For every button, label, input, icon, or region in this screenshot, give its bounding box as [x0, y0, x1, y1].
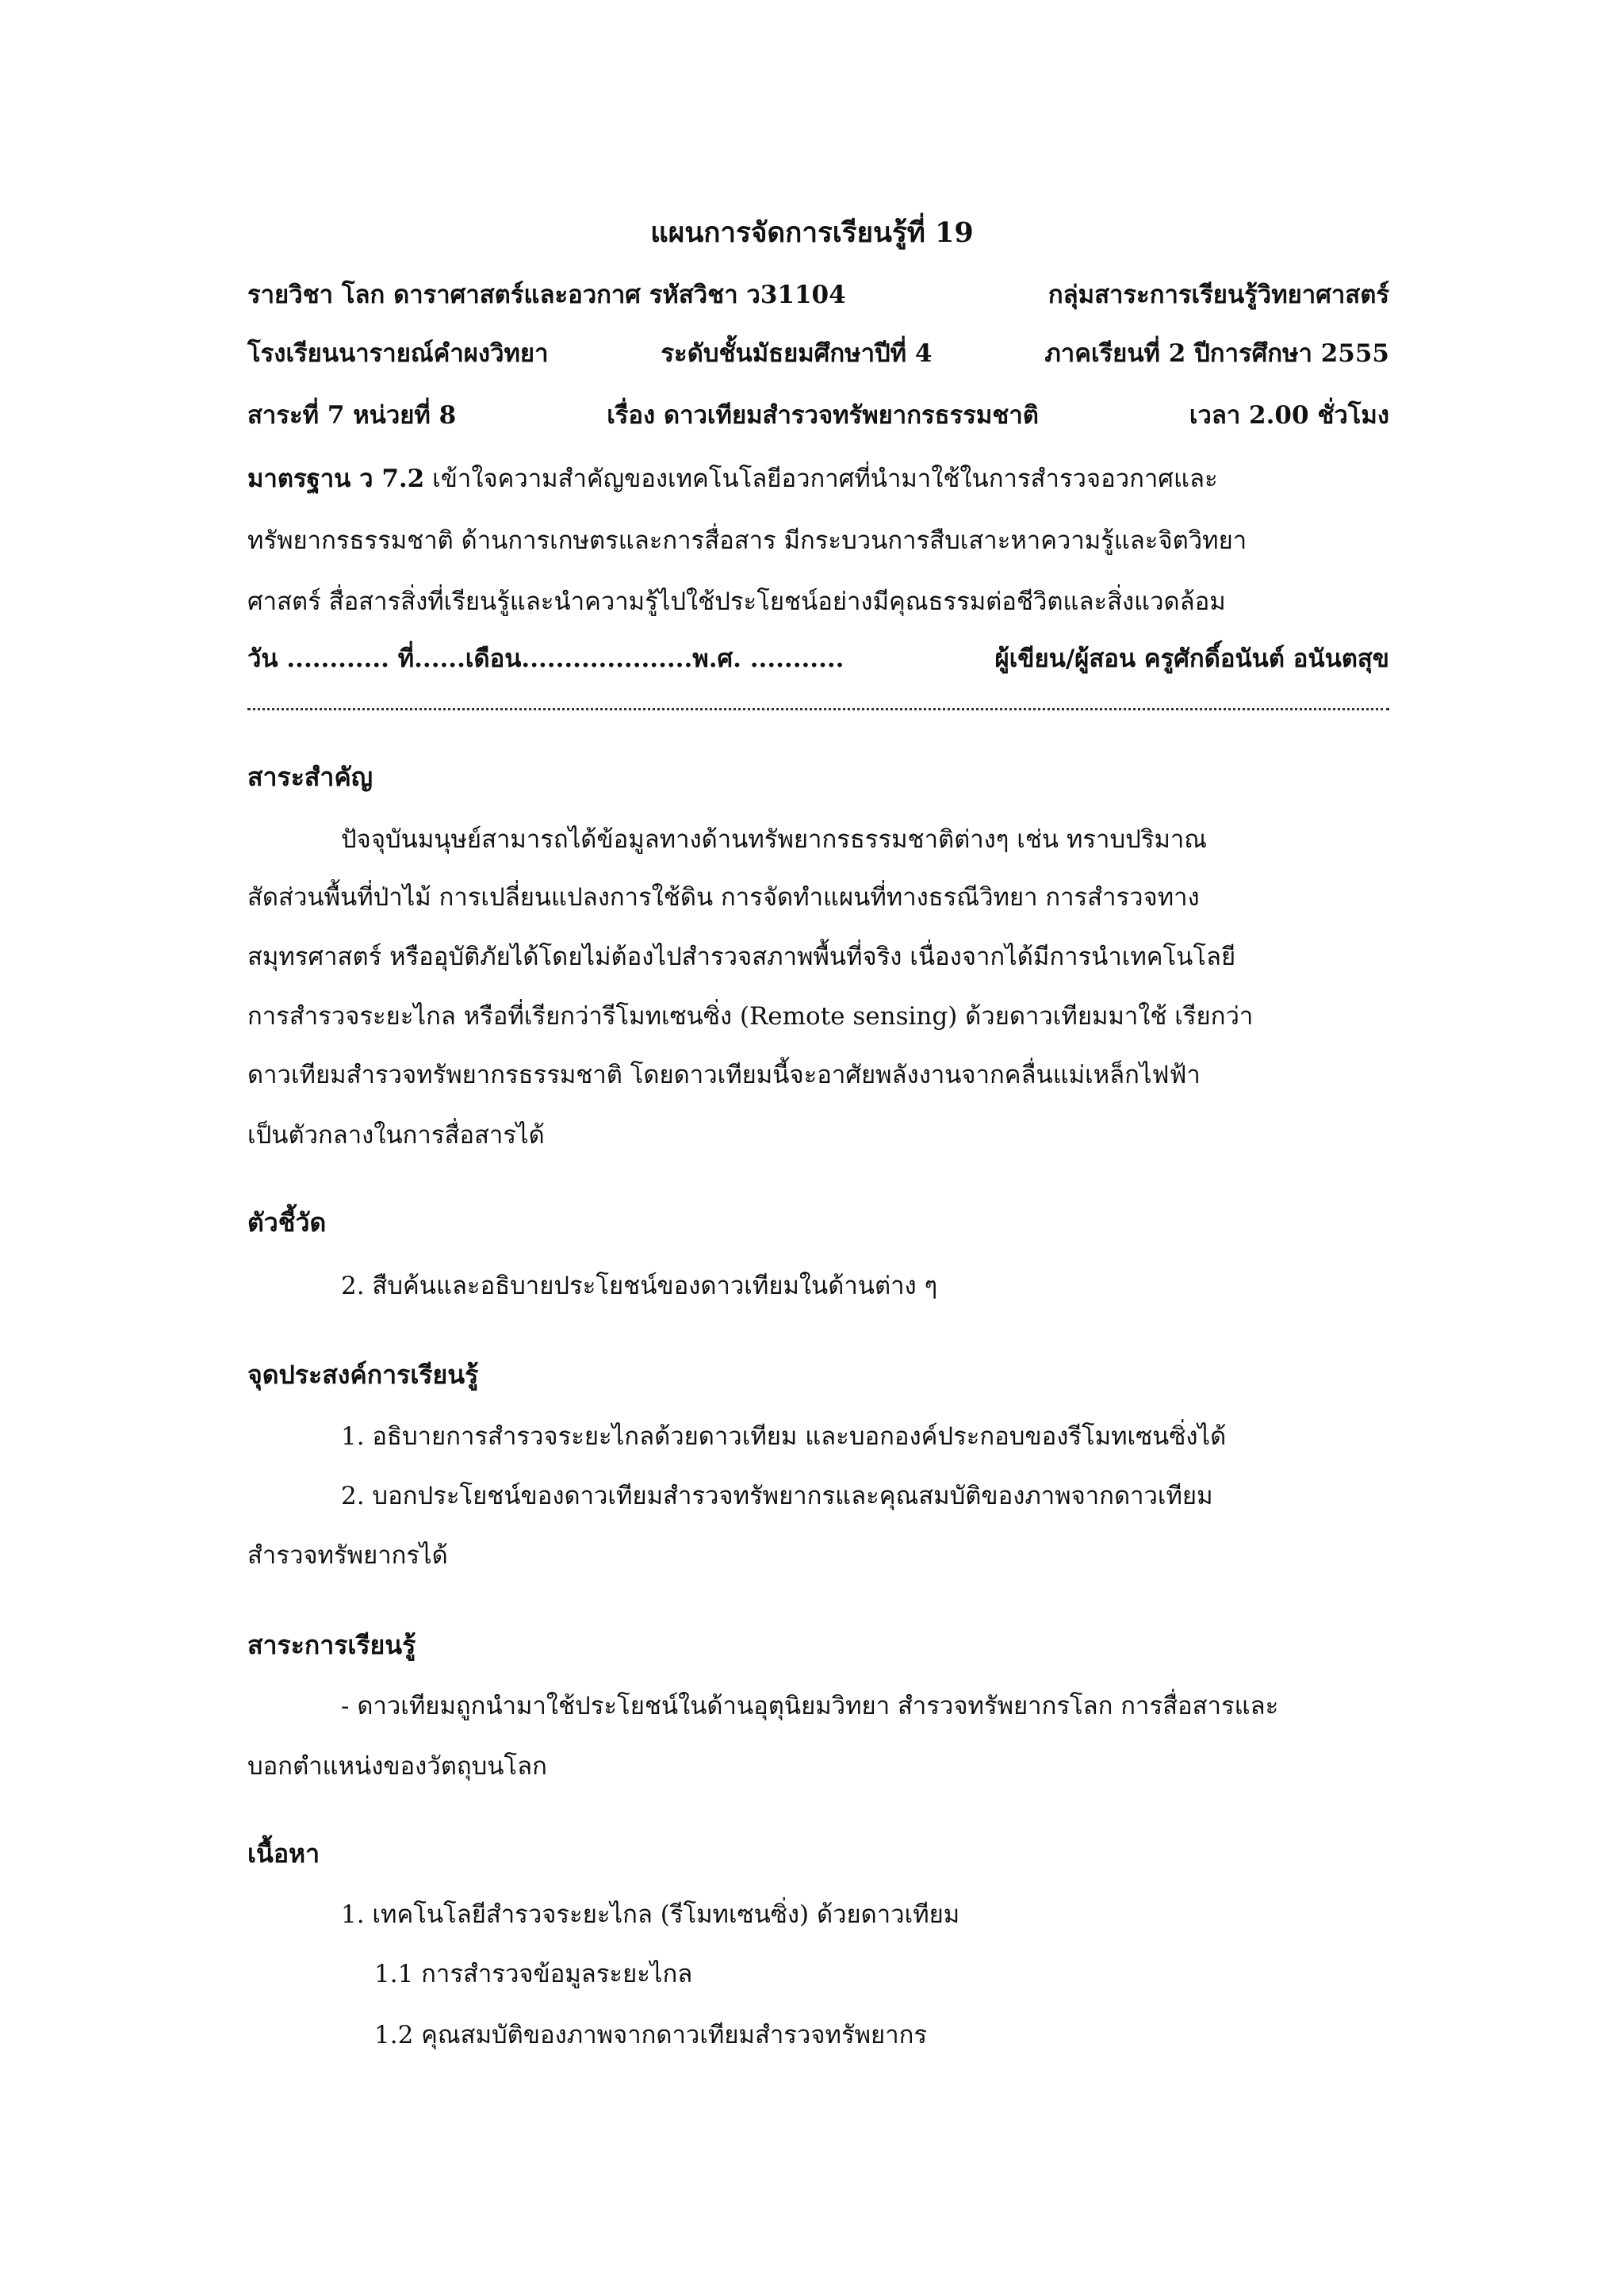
standard-text-1: เข้าใจความสำคัญของเทคโนโลยีอวกาศที่นำมาใช้ในการสำรวจอวกาศและ	[432, 465, 1218, 493]
header-row-school	[247, 336, 1389, 371]
learning-heading: สาระการเรียนรู้	[247, 1630, 416, 1660]
header-row-subject	[247, 277, 1389, 312]
objectives-heading: จุดประสงค์การเรียนรู้	[247, 1360, 479, 1390]
objective-item: 2. บอกประโยชน์ของดาวเทียมสำรวจทรัพยากรและคุณสมบัติของภาพจากดาวเทียม	[341, 1482, 1213, 1510]
header-row-date	[247, 641, 1389, 676]
content-item: 1. เทคโนโลยีสำรวจระยะไกล (รีโมทเซนซิ่ง) ด้วยดาวเทียม	[341, 1900, 960, 1929]
school-text: โรงเรียนนารายณ์คำผงวิทยา	[247, 339, 549, 368]
learning-line: บอกตำแหน่งของวัตถุบนโลก	[247, 1752, 547, 1781]
essence-line: สมุทรศาสตร์ หรืออุบัติภัยได้โดยไม่ต้องไปสำรวจสภาพพื้นที่จริง เนื่องจากได้มีการนำเทคโนโลยี	[247, 943, 1236, 971]
duration-text: เวลา 2.00 ชั่วโมง	[1189, 401, 1389, 430]
standard-line-1	[247, 461, 1389, 496]
essence-line: ดาวเทียมสำรวจทรัพยากรธรรมชาติ โดยดาวเทียมนี้จะอาศัยพลังงานจากคลื่นแม่เหล็กไฟฟ้า	[247, 1061, 1201, 1089]
learning-line: - ดาวเทียมถูกนำมาใช้ประโยชน์ในด้านอุตุนิยมวิทยา สำรวจทรัพยากรโลก การสื่อสารและ	[341, 1692, 1279, 1720]
learning-area-text: กลุ่มสาระการเรียนรู้วิทยาศาสตร์	[1048, 281, 1389, 309]
indicators-heading: ตัวชี้วัด	[247, 1207, 327, 1238]
topic-text: เรื่อง ดาวเทียมสำรวจทรัพยากรธรรมชาติ	[607, 401, 1039, 430]
standard-line-3: ศาสตร์ สื่อสารสิ่งที่เรียนรู้และนำความรู้ไปใช้ประโยชน์อย่างมีคุณธรรมต่อชีวิตและสิ่งแวดล้อม	[247, 587, 1226, 616]
objective-item-continued: สำรวจทรัพยากรได้	[247, 1541, 448, 1570]
essence-line: ปัจจุบันมนุษย์สามารถได้ข้อมูลทางด้านทรัพยากรธรรมชาติต่างๆ เช่น ทราบปริมาณ	[341, 825, 1208, 854]
author-text: ผู้เขียน/ผู้สอน ครูศักดิ์อนันต์ อนันตสุข	[994, 645, 1389, 673]
objective-item: 1. อธิบายการสำรวจระยะไกลด้วยดาวเทียม และบอกองค์ประกอบของรีโมทเซนซิ่งได้	[341, 1422, 1227, 1451]
content-heading: เนื้อหา	[247, 1839, 320, 1869]
date-text: วัน ............ ที่......เดือน....................พ.ศ. ...........	[247, 645, 845, 673]
essence-line: การสำรวจระยะไกล หรือที่เรียกว่ารีโมทเซนซิ่ง (Remote sensing) ด้วยดาวเทียมมาใช้ เรียกว่า	[247, 1002, 1254, 1031]
essence-line: เป็นตัวกลางในการสื่อสารได้	[247, 1121, 545, 1150]
content-subitem: 1.1 การสำรวจข้อมูลระยะไกล	[374, 1960, 693, 1988]
strand-unit-text: สาระที่ 7 หน่วยที่ 8	[247, 401, 457, 430]
standard-label: มาตรฐาน ว 7.2	[247, 465, 425, 493]
essence-line: สัดส่วนพื้นที่ป่าไม้ การเปลี่ยนแปลงการใช้ดิน การจัดทำแผนที่ทางธรณีวิทยา การสำรวจทาง	[247, 883, 1200, 912]
indicator-item: 2. สืบค้นและอธิบายประโยชน์ของดาวเทียมในด้านต่าง ๆ	[341, 1272, 938, 1300]
document-title: แผนการจัดการเรียนรู้ที่ 19	[650, 216, 974, 249]
term-text: ภาคเรียนที่ 2 ปีการศึกษา 2555	[1044, 339, 1389, 368]
header-row-strand	[247, 398, 1389, 433]
standard-line-2: ทรัพยากรธรรมชาติ ด้านการเกษตรและการสื่อสาร มีกระบวนการสืบเสาะหาความรู้และจิตวิทยา	[247, 526, 1247, 555]
essence-heading: สาระสำคัญ	[247, 762, 373, 792]
grade-level-text: ระดับชั้นมัธยมศึกษาปีที่ 4	[661, 339, 933, 368]
content-subitem: 1.2 คุณสมบัติของภาพจากดาวเทียมสำรวจทรัพยากร	[374, 2021, 928, 2049]
dotted-divider	[247, 708, 1389, 710]
subject-text: รายวิชา โลก ดาราศาสตร์และอวกาศ รหัสวิชา ว31104	[247, 281, 846, 309]
